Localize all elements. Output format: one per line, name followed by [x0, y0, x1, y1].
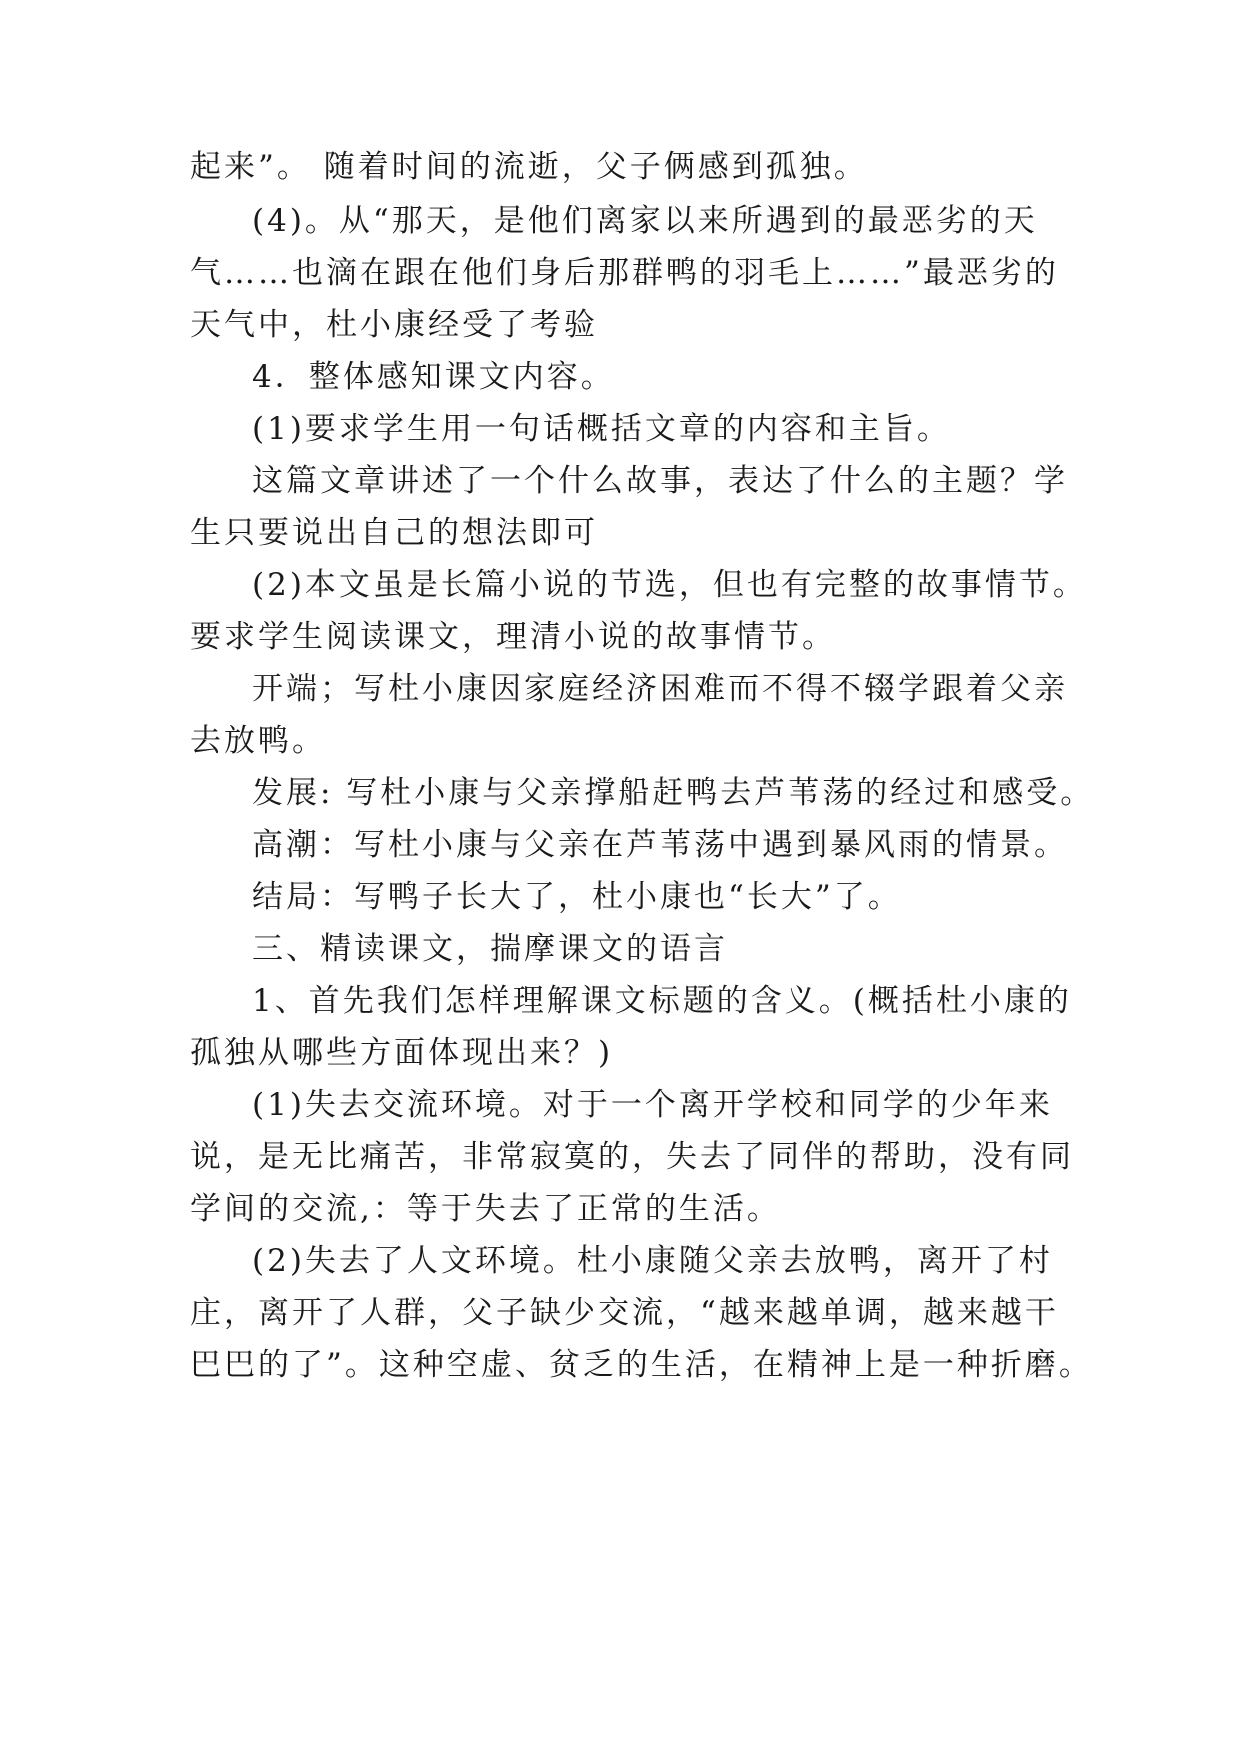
text-line: 要求学生阅读课文，理清小说的故事情节。 — [190, 619, 836, 655]
text-line: 去放鸭。 — [190, 723, 326, 759]
text-line: 说，是无比痛苦，非常寂寞的，失去了同伴的帮助，没有同 — [190, 1139, 1074, 1175]
text-line: 开端；写杜小康因家庭经济困难而不得不辍学跟着父亲 — [252, 671, 1068, 707]
text-line: 这篇文章讲述了一个什么故事，表达了什么的主题？学 — [252, 463, 1068, 499]
text-line: 三、精读课文，揣摩课文的语言 — [252, 931, 728, 967]
text-line: (4)。从“那天，是他们离家以来所遇到的最恶劣的天 — [252, 203, 1038, 239]
text-line: 高潮：写杜小康与父亲在芦苇荡中遇到暴风雨的情景。 — [252, 827, 1068, 863]
text-line: (2)本文虽是长篇小说的节选，但也有完整的故事情节。 — [252, 567, 1087, 603]
text-line: 学间的交流,：等于失去了正常的生活。 — [190, 1191, 781, 1227]
text-line: 4．整体感知课文内容。 — [252, 359, 615, 395]
text-line: 起来”。 随着时间的流逝，父子俩感到孤独。 — [190, 149, 868, 185]
text-line: 生只要说出自己的想法即可 — [190, 515, 598, 551]
text-line: 巴巴的了”。这种空虚、贫乏的生活，在精神上是一种折磨。 — [190, 1347, 1093, 1383]
text-line: (2)失去了人文环境。杜小康随父亲去放鸭，离开了村 — [252, 1243, 1053, 1279]
text-line: 结局：写鸭子长大了，杜小康也“长大”了。 — [252, 879, 902, 915]
text-line: 气……也滴在跟在他们身后那群鸭的羽毛上……”最恶劣的 — [190, 255, 1059, 291]
text-line: 发展: 写杜小康与父亲撑船赶鸭去芦苇荡的经过和感受。 — [252, 775, 1095, 811]
text-line: 庄，离开了人群，父子缺少交流，“越来越单调，越来越干 — [190, 1295, 1059, 1331]
text-line: 孤独从哪些方面体现出来？) — [190, 1035, 614, 1071]
text-line: 天气中，杜小康经受了考验 — [190, 307, 598, 343]
text-line: (1)失去交流环境。对于一个离开学校和同学的少年来 — [252, 1087, 1053, 1123]
text-line: 1、首先我们怎样理解课文标题的含义。(概括杜小康的 — [252, 983, 1072, 1019]
text-line: (1)要求学生用一句话概括文章的内容和主旨。 — [252, 411, 951, 447]
